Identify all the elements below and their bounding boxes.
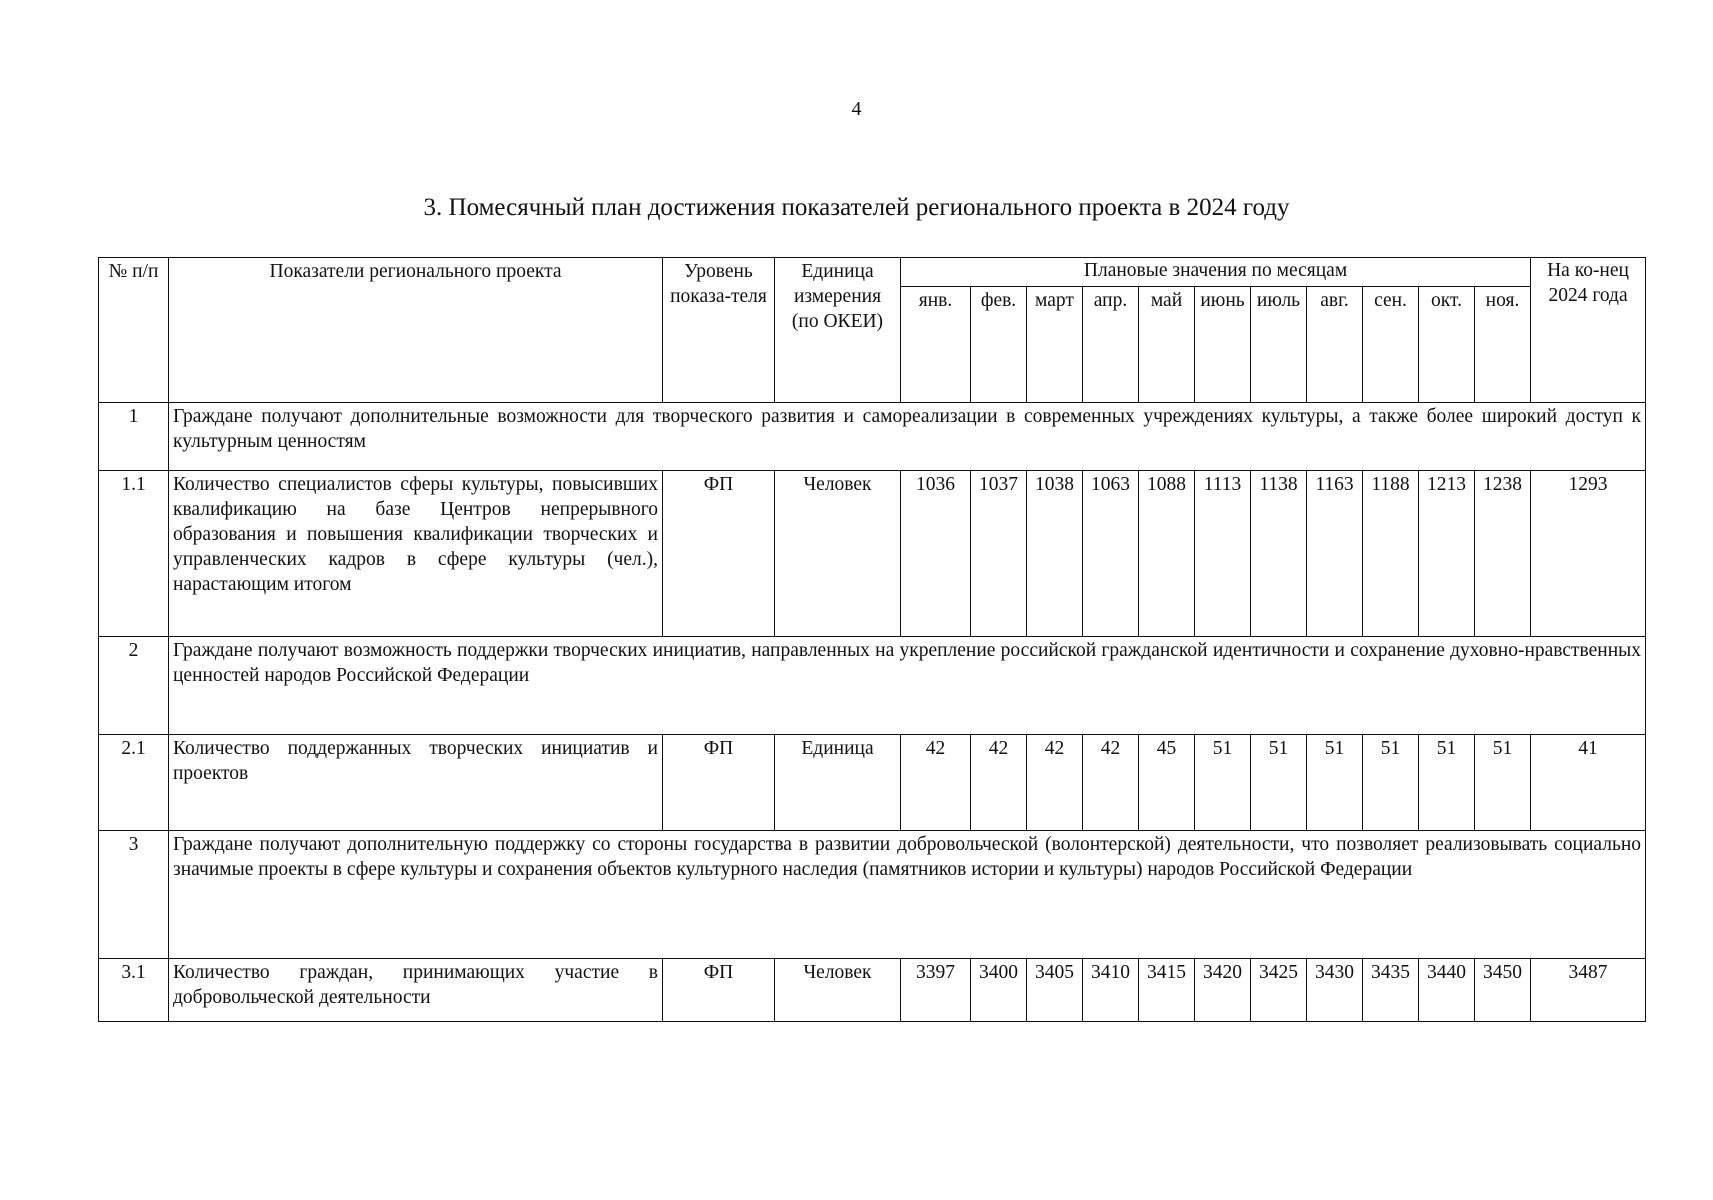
indicator-unit: Человек xyxy=(775,958,901,1021)
indicator-unit: Единица xyxy=(775,734,901,830)
month-value: 51 xyxy=(1475,734,1531,830)
end-of-year-value: 3487 xyxy=(1531,958,1646,1021)
header-month: фев. xyxy=(971,286,1027,402)
section-number: 2 xyxy=(99,636,169,734)
header-month: ноя. xyxy=(1475,286,1531,402)
indicator-name: Количество специалистов сферы культуры, повысивших квалификацию на базе Центров непрерывного образования и повышения квалификации творческих и управленческих кадров в сфере культуры (чел.), нарастающим итогом xyxy=(169,470,663,636)
page-number: 4 xyxy=(851,98,862,120)
month-value: 51 xyxy=(1195,734,1251,830)
month-value: 3410 xyxy=(1083,958,1139,1021)
month-value: 42 xyxy=(901,734,971,830)
header-month: июнь xyxy=(1195,286,1251,402)
month-value: 1088 xyxy=(1139,470,1195,636)
month-value: 1213 xyxy=(1419,470,1475,636)
month-value: 3435 xyxy=(1363,958,1419,1021)
section-number: 3 xyxy=(99,830,169,958)
month-value: 51 xyxy=(1251,734,1307,830)
indicator-row xyxy=(99,734,1646,830)
month-value: 42 xyxy=(1083,734,1139,830)
section-title: Граждане получают дополнительные возможности для творческого развития и самореализации в современных учреждениях культуры, а также более широкий доступ к культурным ценностям xyxy=(169,402,1646,470)
end-of-year-value: 1293 xyxy=(1531,470,1646,636)
table-body xyxy=(99,402,1646,1021)
month-value: 42 xyxy=(971,734,1027,830)
month-value: 1063 xyxy=(1083,470,1139,636)
header-unit: Единица измерения (по ОКЕИ) xyxy=(775,258,901,403)
month-value: 3440 xyxy=(1419,958,1475,1021)
month-value: 51 xyxy=(1363,734,1419,830)
month-value: 3397 xyxy=(901,958,971,1021)
end-of-year-value: 41 xyxy=(1531,734,1646,830)
indicator-row xyxy=(99,958,1646,1021)
month-value: 3415 xyxy=(1139,958,1195,1021)
month-value: 3425 xyxy=(1251,958,1307,1021)
table-header xyxy=(99,258,1646,403)
header-month: июль xyxy=(1251,286,1307,402)
row-number: 2.1 xyxy=(99,734,169,830)
month-value: 1238 xyxy=(1475,470,1531,636)
section-row xyxy=(99,402,1646,470)
indicator-name: Количество поддержанных творческих инициатив и проектов xyxy=(169,734,663,830)
indicator-level: ФП xyxy=(663,734,775,830)
section-title: Граждане получают дополнительную поддержку со стороны государства в развитии добровольческой (волонтерской) деятельности, что позволяет реализовывать социально значимые проекты в сфере культуры и сохранения объектов культурного наследия (памятников истории и культуры) народов Российской Федерации xyxy=(169,830,1646,958)
header-month: окт. xyxy=(1419,286,1475,402)
indicator-unit: Человек xyxy=(775,470,901,636)
header-month: янв. xyxy=(901,286,971,402)
month-value: 1113 xyxy=(1195,470,1251,636)
section-row xyxy=(99,636,1646,734)
indicator-name: Количество граждан, принимающих участие в добровольческой деятельности xyxy=(169,958,663,1021)
month-value: 3400 xyxy=(971,958,1027,1021)
month-value: 3450 xyxy=(1475,958,1531,1021)
monthly-plan-table xyxy=(98,257,1646,1022)
indicator-row xyxy=(99,470,1646,636)
indicator-level: ФП xyxy=(663,958,775,1021)
month-value: 1036 xyxy=(901,470,971,636)
row-number: 1.1 xyxy=(99,470,169,636)
header-number: № п/п xyxy=(99,258,169,403)
header-month: сен. xyxy=(1363,286,1419,402)
month-value: 42 xyxy=(1027,734,1083,830)
month-value: 1037 xyxy=(971,470,1027,636)
section-number: 1 xyxy=(99,402,169,470)
month-value: 3405 xyxy=(1027,958,1083,1021)
month-value: 51 xyxy=(1419,734,1475,830)
header-planned-by-month: Плановые значения по месяцам xyxy=(901,258,1531,287)
section-title: Граждане получают возможность поддержки творческих инициатив, направленных на укрепление российской гражданской идентичности и сохранение духовно-нравственных ценностей народов Российской Федерации xyxy=(169,636,1646,734)
header-month: авг. xyxy=(1307,286,1363,402)
month-value: 3420 xyxy=(1195,958,1251,1021)
header-month: апр. xyxy=(1083,286,1139,402)
header-level: Уровень показа-теля xyxy=(663,258,775,403)
header-month: март xyxy=(1027,286,1083,402)
header-month: май xyxy=(1139,286,1195,402)
row-number: 3.1 xyxy=(99,958,169,1021)
month-value: 51 xyxy=(1307,734,1363,830)
month-value: 1188 xyxy=(1363,470,1419,636)
month-value: 45 xyxy=(1139,734,1195,830)
document-title: 3. Помесячный план достижения показателей регионального проекта в 2024 году xyxy=(423,194,1290,221)
header-indicators: Показатели регионального проекта xyxy=(169,258,663,403)
section-row xyxy=(99,830,1646,958)
month-value: 1163 xyxy=(1307,470,1363,636)
month-value: 3430 xyxy=(1307,958,1363,1021)
month-value: 1138 xyxy=(1251,470,1307,636)
indicator-level: ФП xyxy=(663,470,775,636)
month-value: 1038 xyxy=(1027,470,1083,636)
header-end-of-year: На ко-нец 2024 года xyxy=(1531,258,1646,403)
